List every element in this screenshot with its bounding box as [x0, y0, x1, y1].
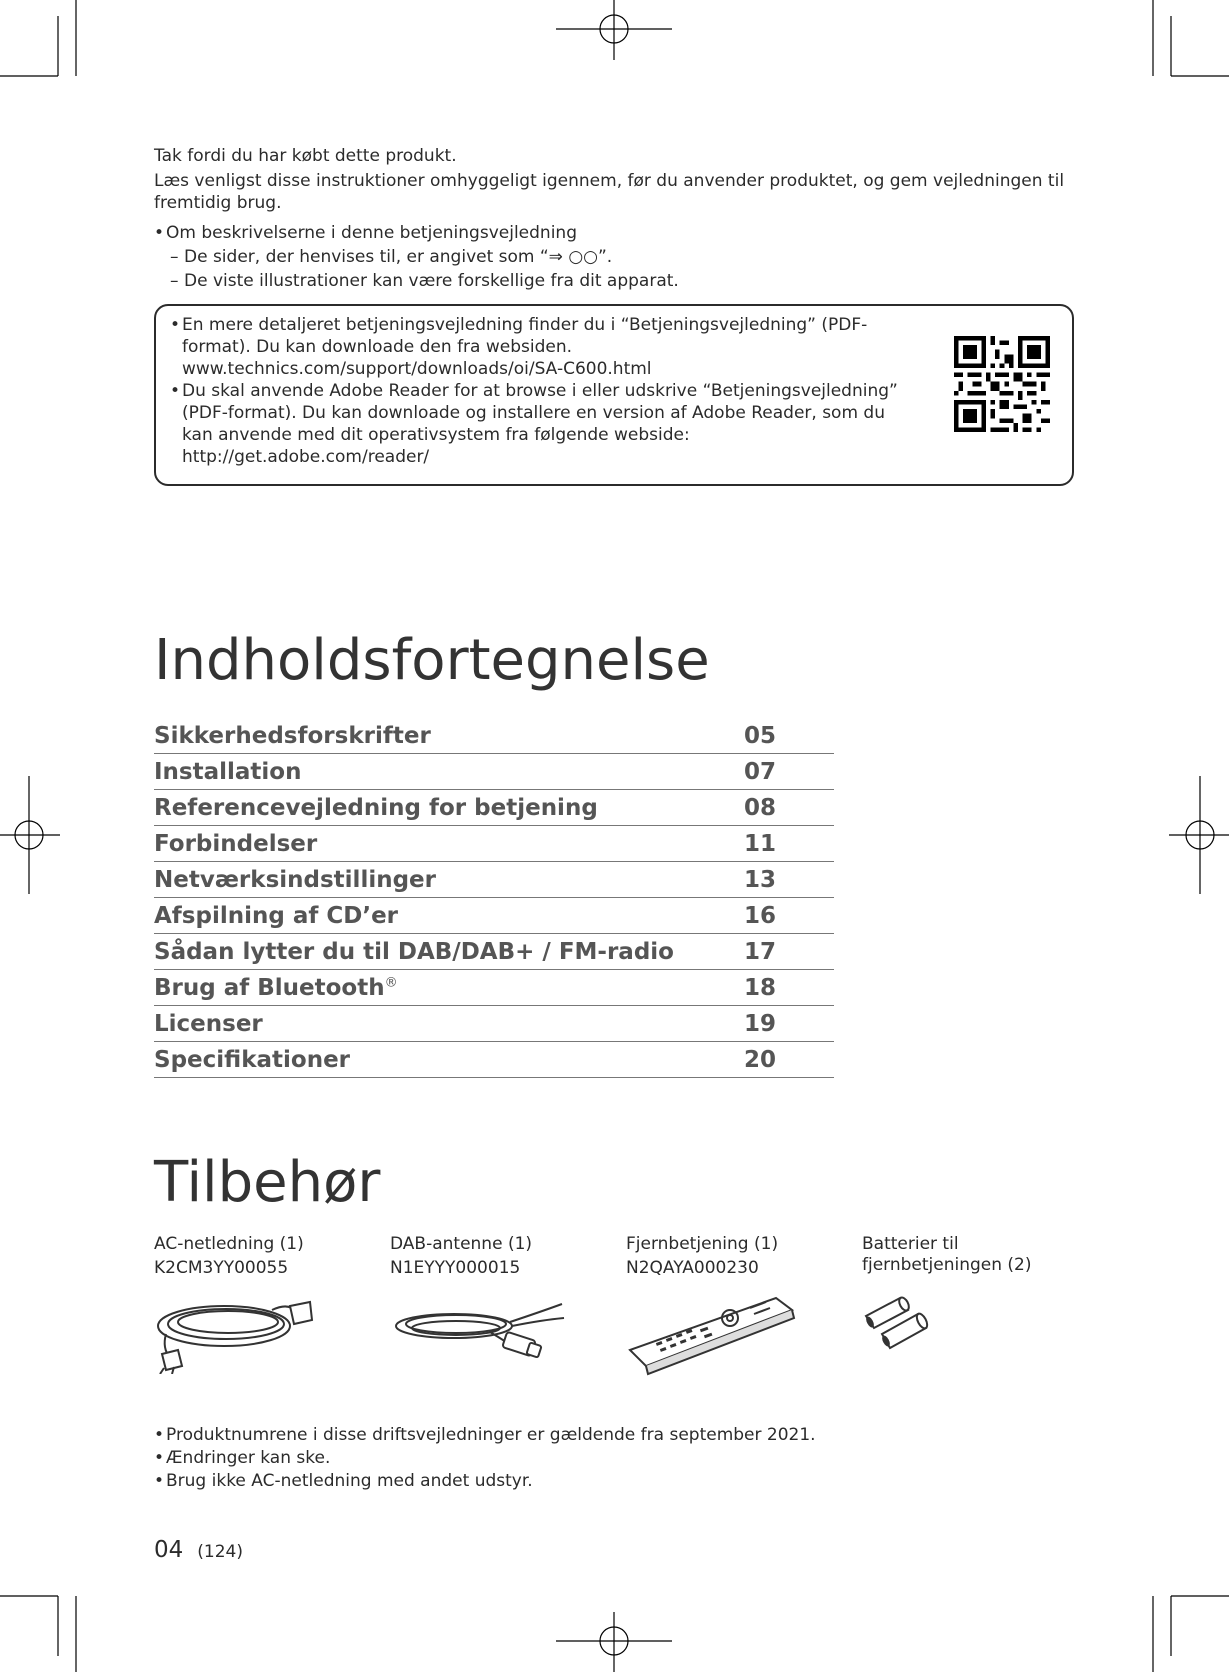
toc-row[interactable]	[154, 826, 834, 862]
accessories-title: Tilbehør	[154, 1150, 381, 1215]
intro-bullet: • Om beskrivelserne i denne betjeningsvejledning	[154, 222, 1074, 244]
accessory-item	[154, 1234, 374, 1279]
accessory-item	[862, 1234, 1062, 1276]
toc-label: Netværksindstillinger	[154, 862, 744, 898]
info-box	[154, 304, 1074, 486]
page-number-main: 04	[154, 1537, 184, 1563]
toc-table	[154, 718, 834, 1078]
toc-label: Forbindelser	[154, 826, 744, 862]
remote-control-icon	[626, 1290, 796, 1376]
page-number-sub: (124)	[197, 1542, 243, 1562]
footnotes	[154, 1424, 816, 1493]
info-bullet-adobe: • Du skal anvende Adobe Reader for at browse i eller udskrive “Betjeningsvejledning” (PDF-format). Du kan downloade og installere en version af Adobe Reader, som du kan anvende med dit operativsystem fra følgende webside:	[170, 380, 912, 446]
toc-page: 07	[744, 754, 834, 790]
toc-label-bluetooth	[154, 970, 744, 1006]
toc-label: Referencevejledning for betjening	[154, 790, 744, 826]
toc-page: 20	[744, 1042, 834, 1078]
toc-label: Afspilning af CD’er	[154, 898, 744, 934]
toc-row[interactable]	[154, 718, 834, 754]
toc-row[interactable]	[154, 898, 834, 934]
toc-page: 08	[744, 790, 834, 826]
toc-title: Indholdsfortegnelse	[154, 628, 710, 693]
footnote-item: • Ændringer kan ske.	[154, 1447, 816, 1470]
intro-thanks: Tak fordi du har købt dette produkt.	[154, 146, 457, 166]
qr-code-icon	[954, 336, 1050, 432]
footnote-item: • Brug ikke AC-netledning med andet udstyr.	[154, 1470, 816, 1493]
info-url-adobe[interactable]: http://get.adobe.com/reader/	[182, 447, 430, 467]
page-number	[154, 1537, 243, 1563]
toc-page: 13	[744, 862, 834, 898]
accessory-item	[390, 1234, 610, 1279]
accessory-name: DAB-antenne (1)	[390, 1234, 533, 1254]
toc-page: 16	[744, 898, 834, 934]
accessory-code: N2QAYA000230	[626, 1258, 759, 1278]
toc-label: Specifikationer	[154, 1042, 744, 1078]
registered-mark: ®	[384, 974, 398, 990]
intro-instructions: Læs venligst disse instruktioner omhyggeligt igennem, før du anvender produktet, og gem vejledningen til fremtidig brug.	[154, 171, 1065, 213]
batteries-icon	[862, 1294, 942, 1350]
toc-label: Licenser	[154, 1006, 744, 1042]
toc-page: 05	[744, 718, 834, 754]
intro-dash-1: – De sider, der henvises til, er angivet som “⇒ ○○”.	[154, 246, 1074, 268]
toc-page: 17	[744, 934, 834, 970]
antenna-icon	[390, 1292, 570, 1372]
toc-page: 11	[744, 826, 834, 862]
toc-label: Brug af Bluetooth	[154, 974, 385, 1001]
accessory-name: Batterier til fjernbetjeningen (2)	[862, 1234, 1032, 1275]
toc-row[interactable]	[154, 790, 834, 826]
accessory-name: Fjernbetjening (1)	[626, 1234, 779, 1254]
intro-dash-2: – De viste illustrationer kan være forskellige fra dit apparat.	[154, 270, 1074, 292]
accessory-code: N1EYYY000015	[390, 1258, 521, 1278]
power-cord-icon	[154, 1288, 314, 1374]
toc-page: 18	[744, 970, 834, 1006]
toc-label: Sikkerhedsforskrifter	[154, 718, 744, 754]
accessory-name: AC-netledning (1)	[154, 1234, 304, 1254]
info-url-technics[interactable]: www.technics.com/support/downloads/oi/SA-C600.html	[182, 359, 652, 379]
footnote-item: • Produktnumrene i disse driftsvejledninger er gældende fra september 2021.	[154, 1424, 816, 1447]
toc-row[interactable]	[154, 862, 834, 898]
toc-row[interactable]	[154, 970, 834, 1006]
info-bullet-pdf: • En mere detaljeret betjeningsvejledning finder du i “Betjeningsvejledning” (PDF-format). Du kan downloade den fra websiden.	[170, 314, 912, 358]
toc-label: Installation	[154, 754, 744, 790]
toc-row[interactable]	[154, 1006, 834, 1042]
toc-page: 19	[744, 1006, 834, 1042]
toc-row[interactable]	[154, 934, 834, 970]
toc-row[interactable]	[154, 1042, 834, 1078]
accessory-item	[626, 1234, 846, 1279]
toc-row[interactable]	[154, 754, 834, 790]
intro-section	[154, 145, 1074, 292]
toc-label: Sådan lytter du til DAB/DAB+ / FM-radio	[154, 934, 744, 970]
accessory-code: K2CM3YY00055	[154, 1258, 289, 1278]
